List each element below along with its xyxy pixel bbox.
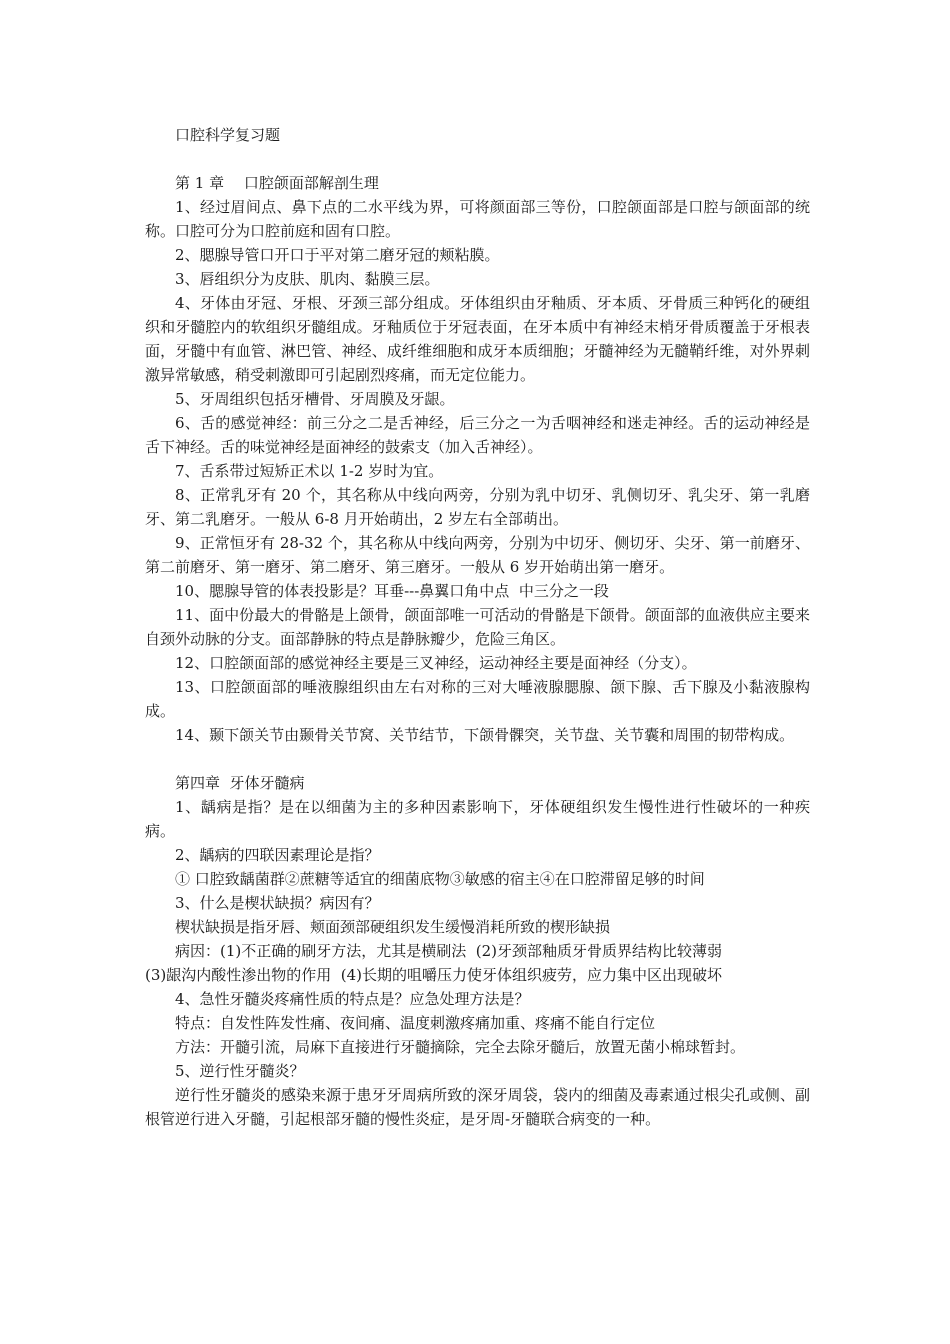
chapter-1-item-12: 12、口腔颌面部的感觉神经主要是三叉神经，运动神经主要是面神经（分支）。 xyxy=(175,654,697,672)
chapter-4-item-4-method: 方法：开髓引流，局麻下直接进行牙髓摘除，完全去除牙髓后，放置无菌小棉球暂封。 xyxy=(175,1038,746,1056)
blank-line xyxy=(145,747,810,771)
chapter-1-item-6: 6、舌的感觉神经：前三分之二是舌神经，后三分之一为舌咽神经和迷走神经。舌的运动神经是舌下神经。舌的味觉神经是面神经的鼓索支（加入舌神经）。 xyxy=(145,414,810,456)
chapter-1-item-7: 7、舌系带过短矫正术以 1-2 岁时为宜。 xyxy=(175,462,444,480)
chapter-1-item-2: 2、腮腺导管口开口于平对第二磨牙冠的颊粘膜。 xyxy=(175,246,500,264)
chapter-4-item-3-definition: 楔状缺损是指牙唇、颊面颈部硬组织发生缓慢消耗所致的楔形缺损 xyxy=(175,918,611,936)
chapter-4-item-5-answer: 逆行性牙髓炎的感染来源于患牙牙周病所致的深牙周袋，袋内的细菌及毒素通过根尖孔或侧、副根管逆行进入牙髓，引起根部牙髓的慢性炎症，是牙周-牙髓联合病变的一种。 xyxy=(145,1086,810,1128)
chapter-4-item-2-answer: ① 口腔致龋菌群②蔗糖等适宜的细菌底物③敏感的宿主④在口腔滞留足够的时间 xyxy=(175,870,705,888)
chapter-1-item-11: 11、面中份最大的骨骼是上颌骨，颌面部唯一可活动的骨骼是下颌骨。颌面部的血液供应主要来自颈外动脉的分支。面部静脉的特点是静脉瓣少，危险三角区。 xyxy=(145,606,810,648)
chapter-1-item-3: 3、唇组织分为皮肤、肌肉、黏膜三层。 xyxy=(175,270,440,288)
chapter-4-item-4: 4、急性牙髓炎疼痛性质的特点是？应急处理方法是？ xyxy=(175,990,530,1008)
blank-line xyxy=(145,147,810,171)
chapter-1-item-4: 4、牙体由牙冠、牙根、牙颈三部分组成。牙体组织由牙釉质、牙本质、牙骨质三种钙化的硬组织和牙髓腔内的软组织牙髓组成。牙釉质位于牙冠表面，在牙本质中有神经末梢牙骨质覆盖于牙根表面，牙髓中有血管、淋巴管、神经、成纤维细胞和成牙本质细胞；牙髓神经为无髓鞘纤维，对外界刺激异常敏感，稍受刺激即可引起剧烈疼痛，而无定位能力。 xyxy=(145,294,810,384)
chapter-1-heading: 第 1 章 口腔颌面部解剖生理 xyxy=(175,174,379,192)
chapter-1-item-13: 13、口腔颌面部的唾液腺组织由左右对称的三对大唾液腺腮腺、颌下腺、舌下腺及小黏液腺构成。 xyxy=(145,678,810,720)
document-title: 口腔科学复习题 xyxy=(175,126,281,144)
chapter-4-heading: 第四章 牙体牙髓病 xyxy=(175,774,305,792)
chapter-1-item-10: 10、腮腺导管的体表投影是？耳垂---鼻翼口角中点 中三分之一段 xyxy=(175,582,609,600)
chapter-4-item-3: 3、什么是楔状缺损？病因有？ xyxy=(175,894,380,912)
chapter-4-item-3-cause-2: (3)龈沟内酸性渗出物的作用 (4)长期的咀嚼压力使牙体组织疲劳，应力集中区出现破坏 xyxy=(145,966,723,984)
chapter-1-item-8: 8、正常乳牙有 20 个，其名称从中线向两旁，分别为乳中切牙、乳侧切牙、乳尖牙、第一乳磨牙、第二乳磨牙。一般从 6-8 月开始萌出，2 岁左右全部萌出。 xyxy=(145,486,810,528)
chapter-4-item-4-features: 特点：自发性阵发性痛、夜间痛、温度刺激疼痛加重、疼痛不能自行定位 xyxy=(175,1014,656,1032)
document-page xyxy=(145,123,810,1131)
chapter-4-item-3-cause-1: 病因：(1)不正确的刷牙方法，尤其是横刷法 (2)牙颈部釉质牙骨质界结构比较薄弱 xyxy=(175,942,723,960)
chapter-1-item-1: 1、经过眉间点、鼻下点的二水平线为界，可将颜面部三等份，口腔颌面部是口腔与颌面部的统称。口腔可分为口腔前庭和固有口腔。 xyxy=(145,198,810,240)
chapter-1-item-9: 9、正常恒牙有 28-32 个，其名称从中线向两旁，分别为中切牙、侧切牙、尖牙、第一前磨牙、第二前磨牙、第一磨牙、第二磨牙、第三磨牙。一般从 6 岁开始萌出第一磨牙。 xyxy=(145,534,810,576)
chapter-4-item-2: 2、龋病的四联因素理论是指？ xyxy=(175,846,380,864)
chapter-1-item-14: 14、颞下颌关节由颞骨关节窝、关节结节，下颌骨髁突，关节盘、关节囊和周围的韧带构成。 xyxy=(175,726,795,744)
chapter-4-item-5: 5、逆行性牙髓炎？ xyxy=(175,1062,305,1080)
chapter-4-item-1: 1、龋病是指？是在以细菌为主的多种因素影响下，牙体硬组织发生慢性进行性破坏的一种疾病。 xyxy=(145,798,810,840)
chapter-1-item-5: 5、牙周组织包括牙槽骨、牙周膜及牙龈。 xyxy=(175,390,455,408)
